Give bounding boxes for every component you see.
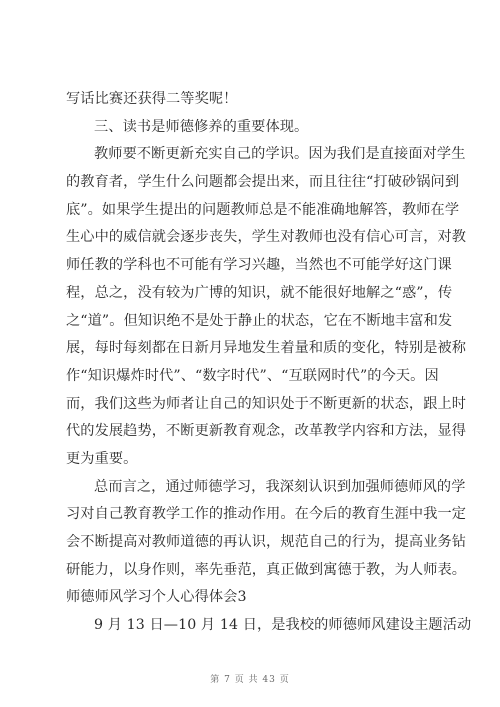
text-line: 作“知识爆炸时代”、“数字时代”、“互联网时代”的今天。因 [66, 367, 439, 384]
page-footer: 第 7 页 共 43 页 [210, 675, 290, 685]
text-line: 师德师风学习个人心得体会3 [66, 589, 247, 606]
text-line: 9 月 13 日—10 月 14 日，是我校的师德师风建设主题活动 [94, 617, 472, 634]
text-line: 更为重要。 [66, 450, 138, 467]
text-line: 师任教的学科也不可能有学习兴趣，当然也不可能学好这门课 [66, 257, 452, 274]
text-line: 写话比赛还获得二等奖呢！ [66, 91, 238, 107]
text-line: 底”。如果学生提出的问题教师总是不能准确地解答，教师在学 [66, 201, 460, 218]
text-line: 的教育者，学生什么问题都会提出来，而且往往“打破砂锅问到 [66, 174, 460, 191]
text-line: 会不断提高对教师道德的再认识，规范自己的行为，提高业务钻 [66, 534, 467, 550]
text-line: 之“道”。但知识绝不是处于静止的状态，它在不断地丰富和发 [66, 312, 453, 329]
text-line: 代的发展趋势，不断更新教育观念，改革教学内容和方法，显得 [66, 423, 467, 440]
text-line: 而，我们这些为师者让自己的知识处于不断更新的状态，跟上时 [66, 395, 467, 412]
text-line: 总而言之，通过师德学习，我深刻认识到加强师德师风的学 [94, 478, 466, 495]
text-line: 研能力，以身作则，率先垂范，真正做到寓德于教，为人师表。 [66, 561, 467, 578]
text-line: 生心中的威信就会逐步丧失，学生对教师也没有信心可言，对教 [66, 229, 467, 246]
text-line: 教师要不断更新充实自己的学识。因为我们是直接面对学生 [94, 146, 466, 163]
document-body [66, 86, 472, 640]
text-line: 程，总之，没有较为广博的知识，就不能很好地解之“惑”，传 [66, 284, 453, 301]
text-line: 展，每时每刻都在日新月异地发生着量和质的变化，特别是被称 [66, 340, 467, 357]
text-line: 习对自己教育教学工作的推动作用。在今后的教育生涯中我一定 [66, 506, 467, 523]
text-line: 三、读书是师德修养的重要体现。 [94, 118, 309, 135]
